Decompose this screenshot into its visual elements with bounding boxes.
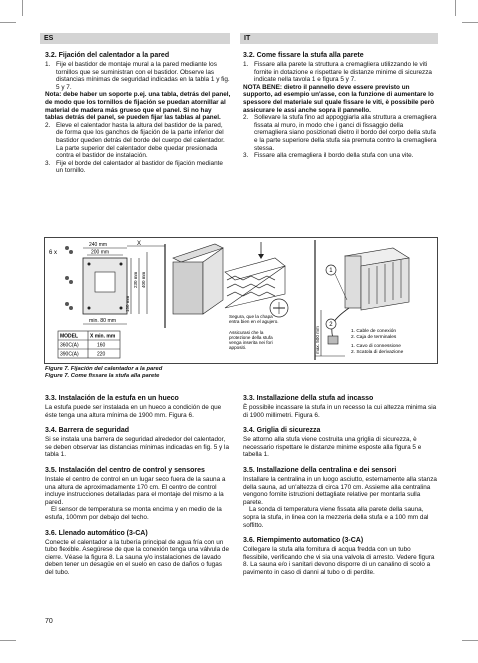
section-text: Instale el centro de control en un lugar seco fuera de la sauna a una altura de aproximadamente 170 cm. El centro de control incluye instrucciones detalladas para el montaje del mismo a la pared.: [45, 475, 226, 506]
step-list: [243, 114, 438, 160]
step-number: 1.: [45, 61, 51, 68]
section-text: La estufa puede ser instalada en un hueco a condición de que éste tenga una altura mínima de 1900 mm. Figura 6.: [45, 404, 222, 419]
it-section-3-2: [243, 51, 438, 160]
es-section-3-4: [45, 426, 231, 459]
it-section-3-5: [243, 466, 438, 529]
figure-7: [44, 237, 438, 364]
section-title: 3.4. Barrera de seguridad: [45, 427, 130, 435]
table-cell: 390C(A): [60, 351, 79, 358]
section-title: 3.4. Griglia di sicurezza: [243, 427, 321, 435]
figure-caption: [45, 366, 162, 380]
section-title: 3.3. Installazione della stufa ad incasso: [243, 395, 374, 402]
note-line: Assicurasi che la: [229, 330, 264, 335]
note-line: venga inserita nei fori: [229, 340, 273, 345]
it-sections-3-3-to-3-6: [243, 394, 438, 584]
es-sections-3-3-to-3-6: [45, 394, 231, 584]
crop-mark: [0, 640, 16, 641]
callout-number: 1: [329, 268, 333, 275]
step-list: [45, 61, 231, 91]
note-it: [229, 330, 274, 350]
language-bar-it: [240, 33, 438, 44]
step-number: 3.: [243, 152, 249, 160]
step-list: [45, 122, 231, 175]
section-text: Si se instala una barrera de seguridad alrededor del calentador, se deben observar las distancias mínimas indicadas en fig. 5 y la tabla 1.: [45, 436, 230, 459]
crop-mark: [455, 0, 456, 16]
section-text: El sensor de temperatura se monta encima y en medio de la estufa, 100mm por debajo del techo.: [45, 506, 222, 521]
section-text: Installare la centralina in un luogo asciutto, esternamente alla stanza della sauna, ad un'altezza di circa 170 cm. Assieme alla centralina vengono fornite istruzioni dettagliate relative per montarla sulla parete.: [243, 475, 437, 506]
dim-label: 150 mm: [125, 295, 130, 312]
section-text: È possibile incassare la stufa in un recesso la cui altezza minima sia di 1900 millimetri. Figura 6.: [243, 404, 437, 419]
note-es: [229, 314, 279, 324]
dim-label: 230 mm: [133, 271, 138, 288]
step-text: Fije el borde del calentador al bastidor de fijación mediante un tornillo.: [56, 159, 223, 175]
section-title: 3.3. Instalación de la estufa en un hueco: [45, 395, 179, 402]
dim-label: 240 mm: [89, 242, 108, 248]
step-number: 2.: [45, 121, 51, 129]
heater-wiring-drawing: [315, 240, 409, 360]
dim-label: 400 mm: [141, 271, 146, 288]
section-title: 3.6. Riempimento automatico (3-CA): [243, 537, 364, 545]
crop-mark: [22, 0, 23, 16]
dim-label: 200 mm: [91, 249, 110, 256]
note-text: NOTA BENE: dietro il pannello deve essere previsto un supporto, ad esempio un'asse, con la funzione di aumentare lo spessore del materiale sul quale fissare le viti, è possibile però assicurare le assi anche sopra il pannello.: [243, 83, 435, 114]
crop-mark: [462, 22, 478, 23]
es-section-3-5: [45, 466, 231, 522]
step-text: Fissare alla cremagliera il bordo della stufa con una vite.: [254, 152, 414, 160]
step-text: Fissare alla parete la struttura a cremagliera utilizzando le viti fornite in dotazione e rispettare le distanze minime di sicurezza indicate nella tavola 1 e figura 5 y 7.: [254, 61, 432, 84]
step-text: Eleve el calentador hasta la altura del bastidor de la pared, de forma que los ganchos de fijación de la parte inferior del bastidor queden detrás del borde del cuerpo del calentador. La parte superior del calentador debe quedar presionada contra el bastidor de instalación.: [56, 121, 225, 160]
note-line: protezione della stufa: [229, 335, 273, 340]
language-bar-es: [40, 33, 230, 44]
list-item: [243, 152, 438, 160]
table-cell: 220: [97, 351, 106, 358]
page-number: 70: [45, 618, 53, 625]
crop-mark: [0, 22, 16, 23]
list-item: [45, 61, 231, 91]
legend-item: 1. Cavo di connessione: [351, 344, 401, 349]
list-item: [45, 122, 231, 160]
step-number: 1.: [243, 61, 249, 68]
section-text: Se attorno alla stufa viene costruita una griglia di sicurezza, è necessario rispettare le distanze minime esposte alla figura 5 e tabella 1.: [243, 436, 422, 459]
list-item: [243, 61, 438, 84]
es-section-3-3: [45, 394, 231, 419]
section-text: La sonda di temperatura viene fissata alla parete della sauna, sopra la stufa, in linea con la mezzeria della stufa e a 100 mm dal soffitto.: [243, 506, 429, 529]
wall-bracket-drawing: [49, 241, 165, 358]
dim-label: min. 80 mm: [89, 318, 117, 324]
note-line: entra bien en el agujero.: [229, 319, 279, 324]
callout-number: 2: [329, 322, 333, 329]
caption-line-es: Figure 7. Fijación del calentador a la pared: [45, 366, 163, 372]
table-cell: 360C(A): [60, 342, 79, 349]
legend-item: 2. Scatola di derivazione: [351, 350, 404, 355]
list-item: [243, 114, 438, 152]
step-text: Fije el bastidor de montaje mural a la pared mediante los tornillos que se suministran con el bastidor. Observe las distancias mínimas de seguridad indicadas en la tabla 1 y fig. 5 y 7.: [56, 61, 230, 91]
es-section-3-6: [45, 529, 231, 577]
dim-label: X: [137, 241, 142, 247]
language-label-it: IT: [244, 35, 251, 42]
legend-item: 1. Cable de conexión: [351, 329, 397, 334]
note-line: appositi.: [229, 345, 247, 350]
it-section-3-6: [243, 536, 438, 576]
step-number: 3.: [45, 159, 51, 167]
language-label-es: ES: [44, 35, 54, 42]
list-item: [45, 160, 231, 175]
crop-mark: [462, 640, 478, 641]
it-section-3-4: [243, 426, 438, 459]
table-cell: 160: [97, 342, 106, 349]
table-header: MODEL: [60, 333, 79, 340]
heater-perspective-drawing: [173, 242, 288, 350]
note-line: Segura, que la chapa: [229, 314, 273, 319]
section-title: 3.2. Come fissare la stufa alla parete: [243, 52, 364, 59]
section-title: 3.2. Fijación del calentador a la pared: [45, 52, 170, 59]
step-number: 2.: [243, 114, 249, 122]
legend-item: 2. Caja de terminales: [351, 335, 397, 340]
es-section-3-2: [45, 51, 231, 175]
section-title: 3.5. Instalación del centro de control y sensores: [45, 466, 205, 474]
installation-diagram: [45, 238, 437, 363]
it-section-3-3: [243, 394, 438, 419]
dim-label: 6 x: [49, 250, 58, 256]
dim-label: max. 500 mm: [315, 326, 320, 354]
section-title: 3.6. Llenado automático (3-CA): [45, 529, 148, 537]
step-list: [243, 61, 438, 84]
table-header: X min. mm: [90, 333, 116, 340]
step-text: Sollevare la stufa fino ad appoggiarla alla struttura a cremagliera fissata al muro, in modo che i ganci di fissaggio della cremagliera siano posizionati dietro il bordo del corpo della stufa e la parte superiore della stufa sia premuta contro la cremagliera stessa.: [254, 114, 437, 152]
section-title: 3.5. Installazione della centralina e dei sensori: [243, 466, 397, 474]
section-text: Conecte el calentador a la tubería principal de agua fría con un tubo flexible. Asegúrese de que la conexión tenga una válvula de cierre. Véase la figura 8. La sauna y/o instalaciones de lavado deben tener un desagüe en el suelo en caso de daños o fugas del tubo.: [45, 538, 230, 576]
section-text: Collegare la stufa alla fornitura di acqua fredda con un tubo flessibile, verificando che vi sia una valvola di arresto. Vedere figura 8. La sauna e/o i sanitari devono disporre di un canalino di scolo a pavimento in caso di danni al tubo o di perdite.: [243, 546, 435, 576]
caption-line-it: Figure 7. Come fissare la stufa alla parete: [45, 373, 160, 379]
note-text: Nota: debe haber un soporte p.ej. una tabla, detrás del panel, de modo que los tornillos de fijación se puedan atornillar al material de madera más grueso que el panel. Si no hay tablas detrás del panel, se pueden fijar las tablas al panel.: [45, 91, 231, 122]
